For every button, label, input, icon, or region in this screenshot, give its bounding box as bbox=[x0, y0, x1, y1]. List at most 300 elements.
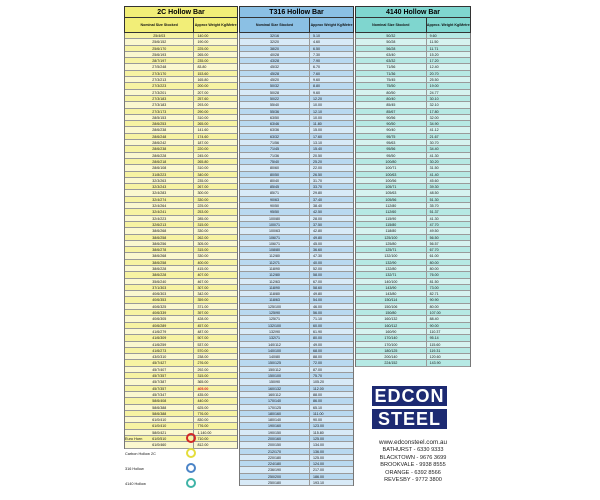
weight-cell: 253.00 bbox=[197, 210, 209, 215]
weight-cell: 67.00 bbox=[313, 279, 323, 284]
weight-cell: 22.00 bbox=[313, 166, 323, 171]
weight-cell: 265.00 bbox=[197, 52, 209, 57]
weight-cell: 315.00 bbox=[197, 248, 209, 253]
weight-cell: 7.60 bbox=[313, 71, 321, 76]
size-cell: 100/71 bbox=[356, 165, 427, 170]
size-cell: 90/63 bbox=[240, 197, 310, 202]
weight-cell: 220.00 bbox=[197, 147, 209, 152]
size-cell: 180/125 bbox=[356, 348, 427, 353]
size-cell: 180/140 bbox=[240, 417, 310, 422]
column-t316-hollow-bar bbox=[239, 6, 354, 486]
size-cell: 63/46 bbox=[240, 121, 310, 126]
weight-cell: 217.00 bbox=[313, 468, 325, 473]
weight-cell: 415.00 bbox=[197, 266, 209, 271]
weight-cell: 54.00 bbox=[313, 298, 323, 303]
size-cell: 45/28 bbox=[240, 71, 310, 76]
weight-cell: 17.80 bbox=[429, 109, 439, 114]
size-cell: 132/71 bbox=[240, 335, 310, 340]
weight-cell: 76.00 bbox=[429, 273, 439, 278]
size-cell: 125/71 bbox=[240, 316, 310, 321]
size-cell: 190/160 bbox=[240, 423, 310, 428]
size-cell: 212/170 bbox=[240, 449, 310, 454]
weight-cell: 111.00 bbox=[313, 411, 324, 416]
legend-label: Euro Horn bbox=[125, 437, 143, 441]
size-cell: 112/71 bbox=[240, 260, 310, 265]
size-cell: 28/6/108 bbox=[125, 165, 194, 170]
size-cell: 43/0/310 bbox=[125, 354, 194, 359]
size-cell: 125/100 bbox=[240, 304, 310, 309]
weight-cell: 60.00 bbox=[313, 323, 323, 328]
weight-cell: 428.00 bbox=[197, 317, 209, 322]
size-cell: 45/20 bbox=[240, 77, 310, 82]
size-cell: 41/6/279 bbox=[125, 329, 194, 334]
size-cell: 150/90 bbox=[240, 379, 310, 384]
weight-cell: 61.00 bbox=[429, 254, 439, 259]
size-cell: 56/28 bbox=[356, 46, 427, 51]
size-cell: 140/100 bbox=[356, 279, 427, 284]
size-cell: 160/132 bbox=[240, 386, 310, 391]
weight-cell: 72.00 bbox=[313, 361, 323, 366]
weight-cell: 105.20 bbox=[313, 380, 325, 385]
size-cell: 71/36 bbox=[356, 71, 427, 76]
size-cell: 85/71 bbox=[240, 190, 310, 195]
size-cell: 106/71 bbox=[240, 235, 310, 240]
size-cell: 28/6/248 bbox=[125, 134, 194, 139]
weight-cell: 457.00 bbox=[197, 323, 209, 328]
weight-cell: 397.00 bbox=[197, 311, 209, 316]
size-cell: 200/160 bbox=[240, 436, 310, 441]
column-4140-hollow-bar bbox=[355, 6, 471, 367]
column-title: T316 Hollow Bar bbox=[239, 6, 354, 18]
weight-cell: 10.00 bbox=[313, 115, 323, 120]
weight-cell: 11.80 bbox=[313, 122, 322, 127]
size-cell: 220/180 bbox=[240, 455, 310, 460]
size-cell: 45/7/407 bbox=[125, 367, 194, 372]
size-cell: 160/112 bbox=[240, 392, 310, 397]
size-cell: 41/6/273 bbox=[125, 348, 194, 353]
size-cell: 28/6/238 bbox=[125, 146, 194, 151]
size-cell: 132/100 bbox=[240, 323, 310, 328]
weight-cell: 330.00 bbox=[197, 229, 209, 234]
size-cell: 140/112 bbox=[240, 342, 310, 347]
weight-cell: 190.00 bbox=[197, 40, 209, 45]
size-cell: 28/6/228 bbox=[125, 153, 194, 158]
weight-cell: 115.60 bbox=[429, 342, 441, 347]
weight-cell: 38.40 bbox=[313, 204, 323, 209]
weight-cell: 340.00 bbox=[197, 172, 209, 177]
size-cell: 63/32 bbox=[240, 134, 310, 139]
weight-cell: 36.60 bbox=[313, 248, 323, 253]
weight-cell: 49.50 bbox=[429, 229, 439, 234]
size-cell: 80/50 bbox=[356, 90, 427, 95]
size-cell: 100/63 bbox=[240, 228, 310, 233]
weight-cell: 186.00 bbox=[313, 474, 325, 479]
weight-cell: 15.00 bbox=[313, 128, 323, 133]
size-cell: 38/6/258 bbox=[125, 235, 194, 240]
weight-cell: 300.00 bbox=[197, 191, 209, 196]
size-cell: 200/150 bbox=[240, 442, 310, 447]
size-cell: 140/80 bbox=[240, 354, 310, 359]
size-cell: 58/6/408 bbox=[125, 398, 194, 403]
size-cell: 150/112 bbox=[240, 367, 310, 372]
weight-cell: 32.00 bbox=[429, 115, 439, 120]
weight-cell: 45.00 bbox=[313, 241, 323, 246]
size-cell: 45/7/357 bbox=[125, 373, 194, 378]
size-cell: 75/40 bbox=[240, 159, 310, 164]
size-cell: 38/6/268 bbox=[125, 253, 194, 258]
size-cell: 143/90 bbox=[356, 285, 427, 290]
size-cell: 85/45 bbox=[356, 102, 427, 107]
weight-cell: 41.30 bbox=[429, 153, 439, 158]
size-cell: 38/6/258 bbox=[125, 260, 194, 265]
weight-cell: 34.90 bbox=[429, 122, 439, 127]
weight-cell: 307.00 bbox=[197, 285, 209, 290]
weight-cell: 90.00 bbox=[313, 418, 323, 423]
size-cell: 90/40 bbox=[356, 127, 427, 132]
size-cell: 105/71 bbox=[356, 184, 427, 189]
size-cell: 90/50 bbox=[356, 121, 427, 126]
rows bbox=[355, 33, 471, 367]
weight-cell: 225.00 bbox=[197, 204, 209, 209]
weight-cell: 56.00 bbox=[313, 311, 323, 316]
size-cell: 35/6/240 bbox=[125, 279, 194, 284]
size-cell: 150/114 bbox=[356, 297, 427, 302]
location-phone: BATHURST - 6330 9333 bbox=[382, 447, 444, 453]
weight-cell: 37.40 bbox=[313, 197, 323, 202]
weight-cell: 83.80 bbox=[197, 65, 207, 70]
weight-cell: 19.00 bbox=[429, 84, 439, 89]
weight-cell: 257.60 bbox=[197, 96, 209, 101]
size-cell: 118/90 bbox=[240, 266, 310, 271]
weight-cell: 467.00 bbox=[197, 279, 209, 284]
weight-cell: 39.30 bbox=[429, 185, 439, 190]
size-cell: 58/0/421 bbox=[125, 430, 194, 435]
weight-cell: 315.00 bbox=[197, 374, 209, 379]
weight-cell: 41.30 bbox=[429, 216, 439, 221]
weight-cell: 125.00 bbox=[313, 437, 325, 441]
weight-cell: 86.00 bbox=[313, 399, 323, 404]
size-header: Nominal Size Stocked bbox=[125, 18, 194, 32]
weight-cell: 407.00 bbox=[197, 273, 209, 278]
weight-cell: 49.00 bbox=[313, 342, 323, 347]
size-cell: 27/3/173 bbox=[125, 109, 194, 114]
weight-cell: 165.80 bbox=[197, 78, 209, 83]
size-cell: 38/6/228 bbox=[125, 272, 194, 277]
weight-cell: 11.71 bbox=[429, 46, 439, 51]
ring-icon bbox=[186, 478, 196, 488]
rows bbox=[239, 33, 354, 486]
legend-item bbox=[124, 433, 238, 447]
weight-cell: 73.00 bbox=[429, 285, 439, 290]
weight-cell: 24.77 bbox=[429, 90, 439, 95]
size-cell: 170/100 bbox=[356, 342, 427, 347]
size-cell: 32/4/274 bbox=[125, 197, 194, 202]
weight-cell: 37.50 bbox=[313, 222, 323, 227]
weight-cell: 32.10 bbox=[429, 103, 439, 108]
weight-cell: 65.10 bbox=[313, 405, 323, 410]
weight-cell: 107.00 bbox=[429, 311, 441, 316]
legend-item bbox=[124, 448, 238, 462]
size-cell: 50/32 bbox=[240, 83, 310, 88]
size-cell: 125/90 bbox=[240, 310, 310, 315]
size-header: Nominal Size Stocked bbox=[356, 18, 427, 32]
weight-cell: 31.50 bbox=[429, 166, 439, 171]
weight-cell: 134.00 bbox=[313, 443, 325, 448]
size-cell: 32/3/243 bbox=[125, 184, 194, 189]
size-cell: 160/90 bbox=[356, 329, 427, 334]
ring-icon bbox=[186, 433, 196, 443]
weight-cell: 68.00 bbox=[313, 348, 323, 353]
size-cell: 95/50 bbox=[356, 153, 427, 158]
weight-header: Approx Weight Kg/Metre bbox=[194, 22, 237, 27]
weight-cell: 46.00 bbox=[313, 304, 323, 309]
weight-cell: 90.00 bbox=[429, 323, 439, 328]
size-cell: 250/180 bbox=[240, 480, 310, 485]
size-cell: 71/36 bbox=[240, 153, 310, 158]
weight-cell: 56.57 bbox=[429, 241, 439, 246]
size-cell: 100/80 bbox=[240, 216, 310, 221]
size-cell: 38/6/278 bbox=[125, 247, 194, 252]
size-cell: 100/71 bbox=[240, 222, 310, 227]
size-cell: 112/63 bbox=[240, 279, 310, 284]
table-row bbox=[240, 480, 353, 486]
size-cell: 40/6/289 bbox=[125, 323, 194, 328]
size-cell: 25/6/193 bbox=[125, 52, 194, 57]
size-cell: 58/6/388 bbox=[125, 411, 194, 416]
weight-cell: 20.70 bbox=[429, 71, 439, 76]
size-cell: 85/45 bbox=[240, 184, 310, 189]
size-cell: 50/22 bbox=[240, 96, 310, 101]
weight-cell: 40.00 bbox=[313, 260, 323, 265]
size-cell: 32/4/241 bbox=[125, 209, 194, 214]
size-cell: 132/100 bbox=[356, 253, 427, 258]
price-sheet bbox=[124, 6, 471, 492]
size-cell: 32/6/213 bbox=[125, 222, 194, 227]
weight-cell: 6.50 bbox=[313, 46, 321, 51]
weight-cell: 31.70 bbox=[313, 178, 323, 183]
size-cell: 115/80 bbox=[356, 222, 427, 227]
weight-cell: 90.90 bbox=[429, 298, 439, 303]
column-title: 4140 Hollow Bar bbox=[355, 6, 471, 18]
size-cell: 150/80 bbox=[356, 310, 427, 315]
weight-cell: 30.10 bbox=[429, 96, 439, 101]
weight-cell: 58.00 bbox=[313, 273, 323, 278]
weight-cell: 812.00 bbox=[197, 443, 209, 448]
weight-cell: 58.60 bbox=[313, 285, 323, 290]
size-cell: 40/28 bbox=[240, 52, 310, 57]
weight-cell: 115.80 bbox=[313, 430, 324, 435]
size-cell: 40/6/305 bbox=[125, 316, 194, 321]
size-cell: 132/90 bbox=[356, 260, 427, 265]
size-cell: 71/45 bbox=[240, 146, 310, 151]
weight-cell: 26.50 bbox=[313, 172, 323, 177]
weight-cell: 365.00 bbox=[197, 380, 209, 385]
ring-icon bbox=[186, 463, 196, 473]
size-cell: 28/6/242 bbox=[125, 140, 194, 145]
logo-line-2: STEEL bbox=[372, 409, 447, 429]
weight-cell: 56.50 bbox=[429, 235, 439, 240]
weight-cell: 15.20 bbox=[429, 52, 439, 57]
column-2c-hollow-bar bbox=[124, 6, 238, 449]
size-cell: 200/140 bbox=[356, 354, 427, 359]
weight-cell: 110.37 bbox=[429, 329, 441, 334]
size-cell: 112/80 bbox=[240, 272, 310, 277]
weight-cell: 30.20 bbox=[429, 159, 439, 164]
weight-cell: 82.71 bbox=[429, 292, 439, 297]
weight-cell: 235.00 bbox=[197, 59, 209, 64]
weight-cell: 12.20 bbox=[313, 96, 323, 101]
weight-cell: 20.50 bbox=[313, 153, 323, 158]
weight-cell: 41.12 bbox=[429, 128, 439, 133]
weight-cell: 315.00 bbox=[197, 222, 209, 227]
size-cell: 55/36 bbox=[240, 109, 310, 114]
size-cell: 150/100 bbox=[240, 373, 310, 378]
column-title: 2C Hollow Bar bbox=[124, 6, 238, 18]
size-cell: 40/6/325 bbox=[125, 304, 194, 309]
weight-cell: 9.60 bbox=[429, 34, 437, 38]
weight-cell: 359.00 bbox=[197, 298, 209, 303]
size-cell: 95/75 bbox=[356, 134, 427, 139]
weight-cell: 67.70 bbox=[429, 248, 439, 253]
size-cell: 27/3/183 bbox=[125, 102, 194, 107]
location-phone: BROOKVALE - 9938 8555 bbox=[380, 462, 446, 468]
website-link[interactable]: www.edconsteel.com.au bbox=[379, 439, 447, 446]
size-cell: 38/6/228 bbox=[125, 266, 194, 271]
size-cell: 180/160 bbox=[240, 411, 310, 416]
size-cell: 132/80 bbox=[356, 266, 427, 271]
weight-cell: 13.10 bbox=[313, 141, 323, 146]
weight-cell: 310.00 bbox=[197, 166, 209, 171]
weight-cell: 1,140.00 bbox=[197, 430, 212, 435]
ring-icon bbox=[186, 448, 196, 458]
size-cell: 118/90 bbox=[240, 285, 310, 290]
weight-cell: 120.60 bbox=[429, 355, 441, 360]
size-cell: 112/80 bbox=[356, 203, 427, 208]
weight-cell: 42.80 bbox=[313, 229, 323, 234]
weight-cell: 537.00 bbox=[197, 342, 209, 347]
size-cell: 37/1/303 bbox=[125, 285, 194, 290]
size-cell: 150/106 bbox=[356, 304, 427, 309]
weight-cell: 570.00 bbox=[197, 348, 209, 353]
weight-cell: 293.00 bbox=[197, 103, 209, 108]
size-cell: 100/56 bbox=[356, 178, 427, 183]
size-cell: 106/71 bbox=[240, 241, 310, 246]
size-cell: 118/80 bbox=[356, 228, 427, 233]
size-cell: 25/6/152 bbox=[125, 39, 194, 44]
weight-cell: 136.00 bbox=[313, 449, 325, 454]
size-cell: 45/7/347 bbox=[125, 392, 194, 397]
size-cell: 95/56 bbox=[356, 146, 427, 151]
weight-cell: 80.00 bbox=[429, 266, 439, 271]
weight-cell: 225.00 bbox=[197, 46, 209, 51]
size-cell: 50/32 bbox=[356, 33, 427, 38]
weight-cell: 405.00 bbox=[197, 386, 209, 391]
weight-cell: 12.40 bbox=[429, 65, 439, 70]
size-cell: 45/7/427 bbox=[125, 360, 194, 365]
weight-cell: 262.00 bbox=[197, 235, 209, 240]
weight-cell: 48.50 bbox=[429, 191, 439, 196]
weight-cell: 119.31 bbox=[429, 348, 441, 353]
size-cell: 140/100 bbox=[240, 348, 310, 353]
size-cell: 143/80 bbox=[356, 291, 427, 296]
weight-cell: 75.70 bbox=[313, 374, 323, 379]
location-phone: BLACKTOWN - 9676 3699 bbox=[379, 454, 447, 461]
weight-cell: 487.00 bbox=[197, 329, 209, 334]
size-cell: 43/28 bbox=[240, 58, 310, 63]
weight-cell: 12.10 bbox=[313, 109, 323, 114]
weight-cell: 49.80 bbox=[313, 292, 323, 297]
weight-cell: 238.00 bbox=[197, 355, 209, 360]
size-cell: 27/3/201 bbox=[125, 90, 194, 95]
weight-cell: 5.10 bbox=[313, 34, 321, 38]
weight-cell: 193.10 bbox=[313, 481, 325, 486]
size-cell: 118/80 bbox=[240, 291, 310, 296]
weight-cell: 9.60 bbox=[313, 90, 321, 95]
size-cell: 75/50 bbox=[356, 83, 427, 88]
weight-cell: 51.30 bbox=[429, 197, 439, 202]
size-cell: 45/32 bbox=[240, 64, 310, 69]
size-cell: 105/56 bbox=[356, 197, 427, 202]
weight-cell: 47.30 bbox=[313, 254, 323, 259]
size-cell: 55/40 bbox=[240, 102, 310, 107]
location-phone: REVESBY - 9772 3800 bbox=[384, 477, 442, 483]
weight-cell: 200.00 bbox=[197, 84, 209, 89]
column-subheader bbox=[355, 18, 471, 33]
weight-cell: 400.00 bbox=[197, 260, 209, 265]
weight-cell: 95.14 bbox=[429, 336, 439, 341]
size-cell: 41/6/309 bbox=[125, 335, 194, 340]
size-cell: 32/4/264 bbox=[125, 203, 194, 208]
size-cell: 50/28 bbox=[356, 39, 427, 44]
legend-item bbox=[124, 463, 238, 477]
weight-cell: 17.60 bbox=[313, 134, 323, 139]
size-cell: 61/0/410 bbox=[125, 423, 194, 428]
size-cell: 112/60 bbox=[356, 209, 427, 214]
legend-label: 316 Hollow bbox=[125, 467, 144, 471]
weight-cell: 25.50 bbox=[429, 78, 439, 83]
size-cell: 160/132 bbox=[356, 316, 427, 321]
weight-cell: 290.00 bbox=[197, 109, 209, 114]
size-header: Nominal Size Stocked bbox=[240, 18, 310, 32]
weight-cell: 35.70 bbox=[429, 204, 439, 209]
table-row bbox=[356, 360, 470, 366]
weight-header: Approx Weight Kg/Metre bbox=[310, 22, 353, 27]
size-cell: 80/40 bbox=[240, 178, 310, 183]
size-cell: 27/3/223 bbox=[125, 83, 194, 88]
size-cell: 150/125 bbox=[240, 360, 310, 365]
weight-cell: 17.20 bbox=[429, 59, 439, 64]
contact-block bbox=[355, 439, 471, 485]
size-cell: 40/6/339 bbox=[125, 310, 194, 315]
weight-cell: 10.00 bbox=[313, 103, 323, 108]
weight-cell: 153.60 bbox=[197, 71, 209, 76]
size-cell: 236/190 bbox=[240, 467, 310, 472]
weight-cell: 245.00 bbox=[197, 153, 209, 158]
rows bbox=[124, 33, 238, 449]
weight-cell: 87.00 bbox=[313, 367, 323, 372]
weight-cell: 88.00 bbox=[313, 355, 323, 360]
weight-cell: 28.00 bbox=[313, 216, 323, 221]
weight-cell: 49.80 bbox=[313, 235, 323, 240]
weight-cell: 81.50 bbox=[429, 279, 439, 284]
size-cell: 63/32 bbox=[356, 58, 427, 63]
weight-cell: 140.00 bbox=[197, 34, 209, 38]
size-cell: 90/56 bbox=[356, 115, 427, 120]
size-cell: 28/5/153 bbox=[125, 115, 194, 120]
weight-cell: 41.40 bbox=[429, 172, 439, 177]
size-cell: 132/71 bbox=[356, 272, 427, 277]
weight-cell: 8.80 bbox=[313, 84, 321, 89]
